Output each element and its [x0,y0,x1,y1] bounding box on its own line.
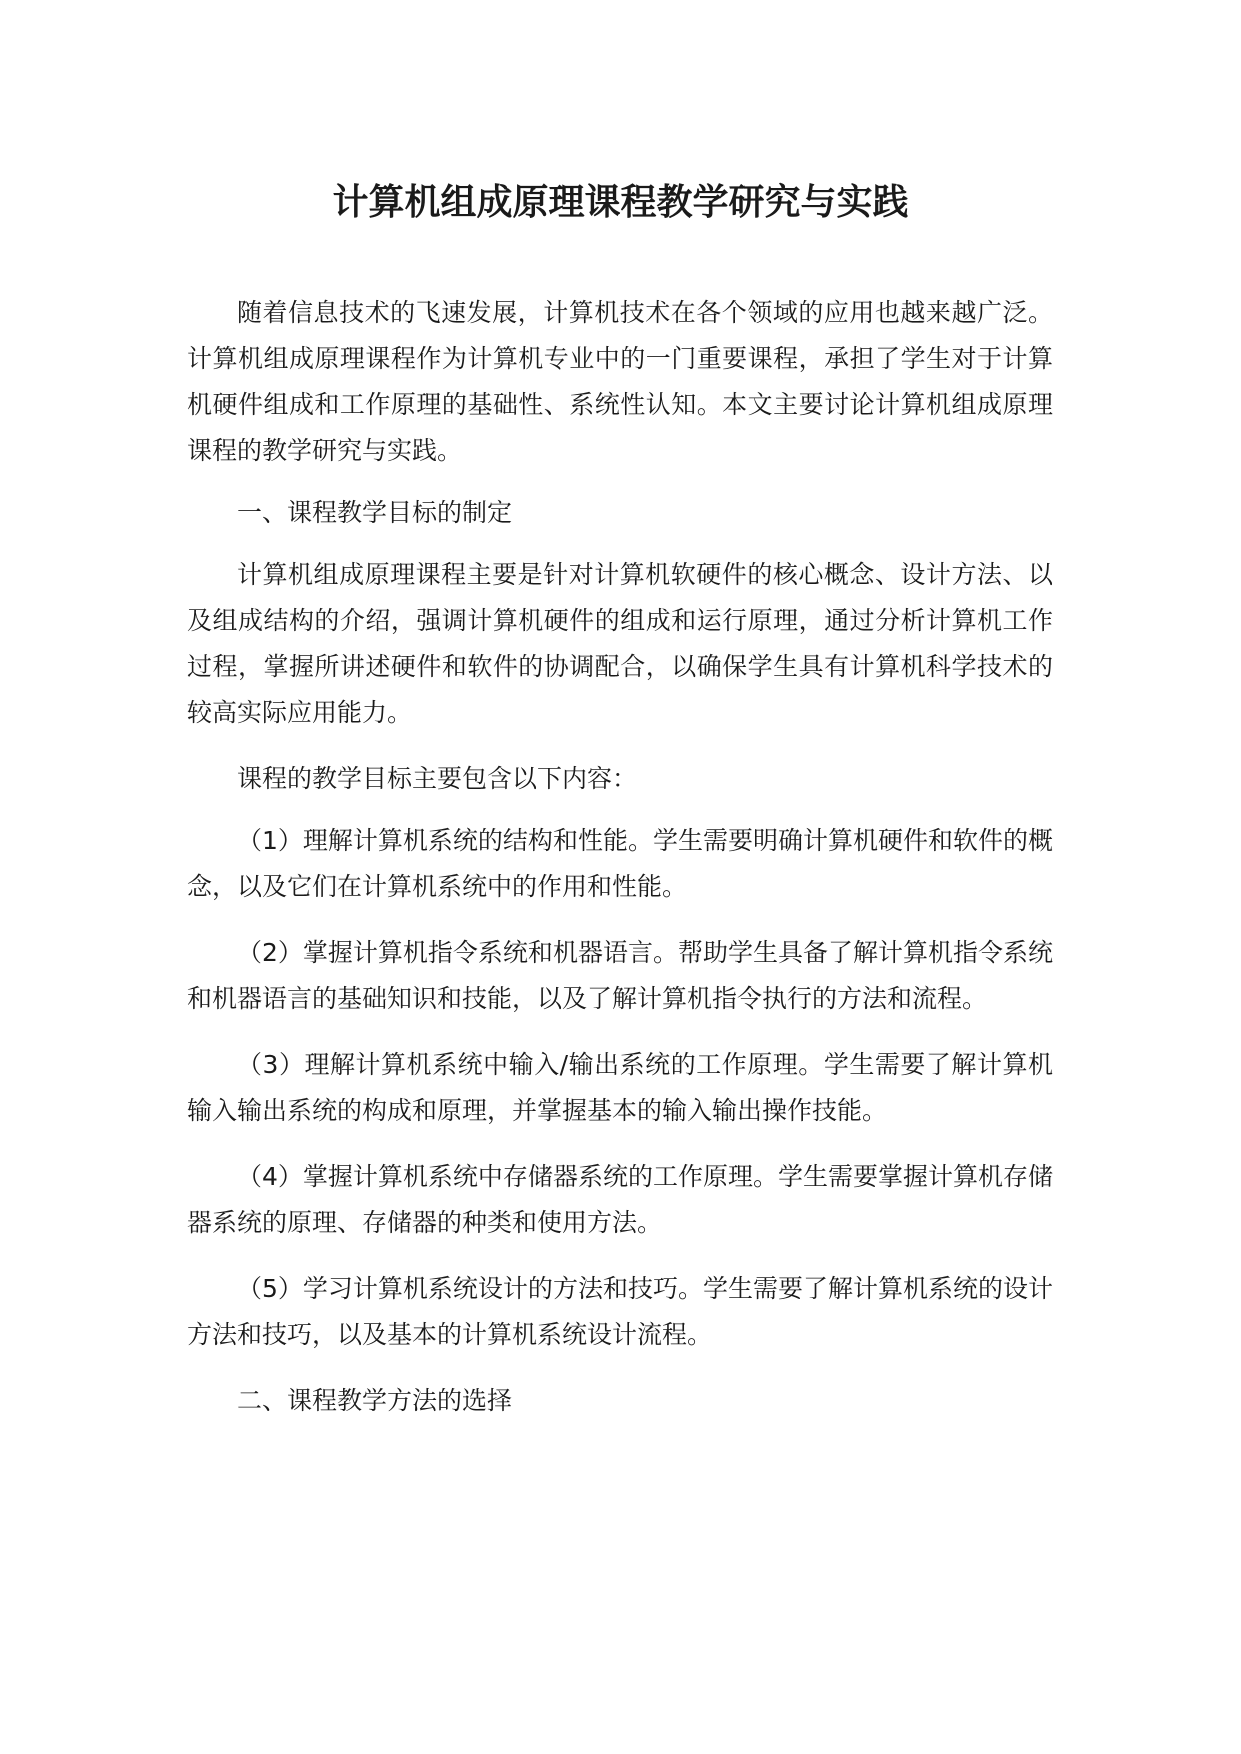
intro-paragraph: 随着信息技术的飞速发展，计算机技术在各个领域的应用也越来越广泛。计算机组成原理课程作为计算机专业中的一门重要课程，承担了学生对于计算机硬件组成和工作原理的基础性、系统性认知。本文主要讨论计算机组成原理课程的教学研究与实践。 [187,298,1053,465]
objectives-intro: 课程的教学目标主要包含以下内容： [237,764,638,793]
objective-item-2: （2）掌握计算机指令系统和机器语言。帮助学生具备了解计算机指令系统和机器语言的基础知识和技能，以及了解计算机指令执行的方法和流程。 [187,938,1053,1013]
section-heading-1: 一、课程教学目标的制定 [237,498,513,527]
objective-item-5: （5）学习计算机系统设计的方法和技巧。学生需要了解计算机系统的设计方法和技巧，以及基本的计算机系统设计流程。 [187,1274,1053,1349]
objective-item-3: （3）理解计算机系统中输入/输出系统的工作原理。学生需要了解计算机输入输出系统的构成和原理，并掌握基本的输入输出操作技能。 [187,1050,1053,1125]
document-body [187,290,1053,1424]
section-1-paragraph: 计算机组成原理课程主要是针对计算机软硬件的核心概念、设计方法、以及组成结构的介绍，强调计算机硬件的组成和运行原理，通过分析计算机工作过程，掌握所讲述硬件和软件的协调配合，以确保学生具有计算机科学技术的较高实际应用能力。 [187,560,1053,727]
objective-item-4: （4）掌握计算机系统中存储器系统的工作原理。学生需要掌握计算机存储器系统的原理、存储器的种类和使用方法。 [187,1162,1053,1237]
objective-item-1: （1）理解计算机系统的结构和性能。学生需要明确计算机硬件和软件的概念，以及它们在计算机系统中的作用和性能。 [187,826,1053,901]
document-title: 计算机组成原理课程教学研究与实践 [332,182,909,223]
section-heading-2: 二、课程教学方法的选择 [237,1386,513,1415]
